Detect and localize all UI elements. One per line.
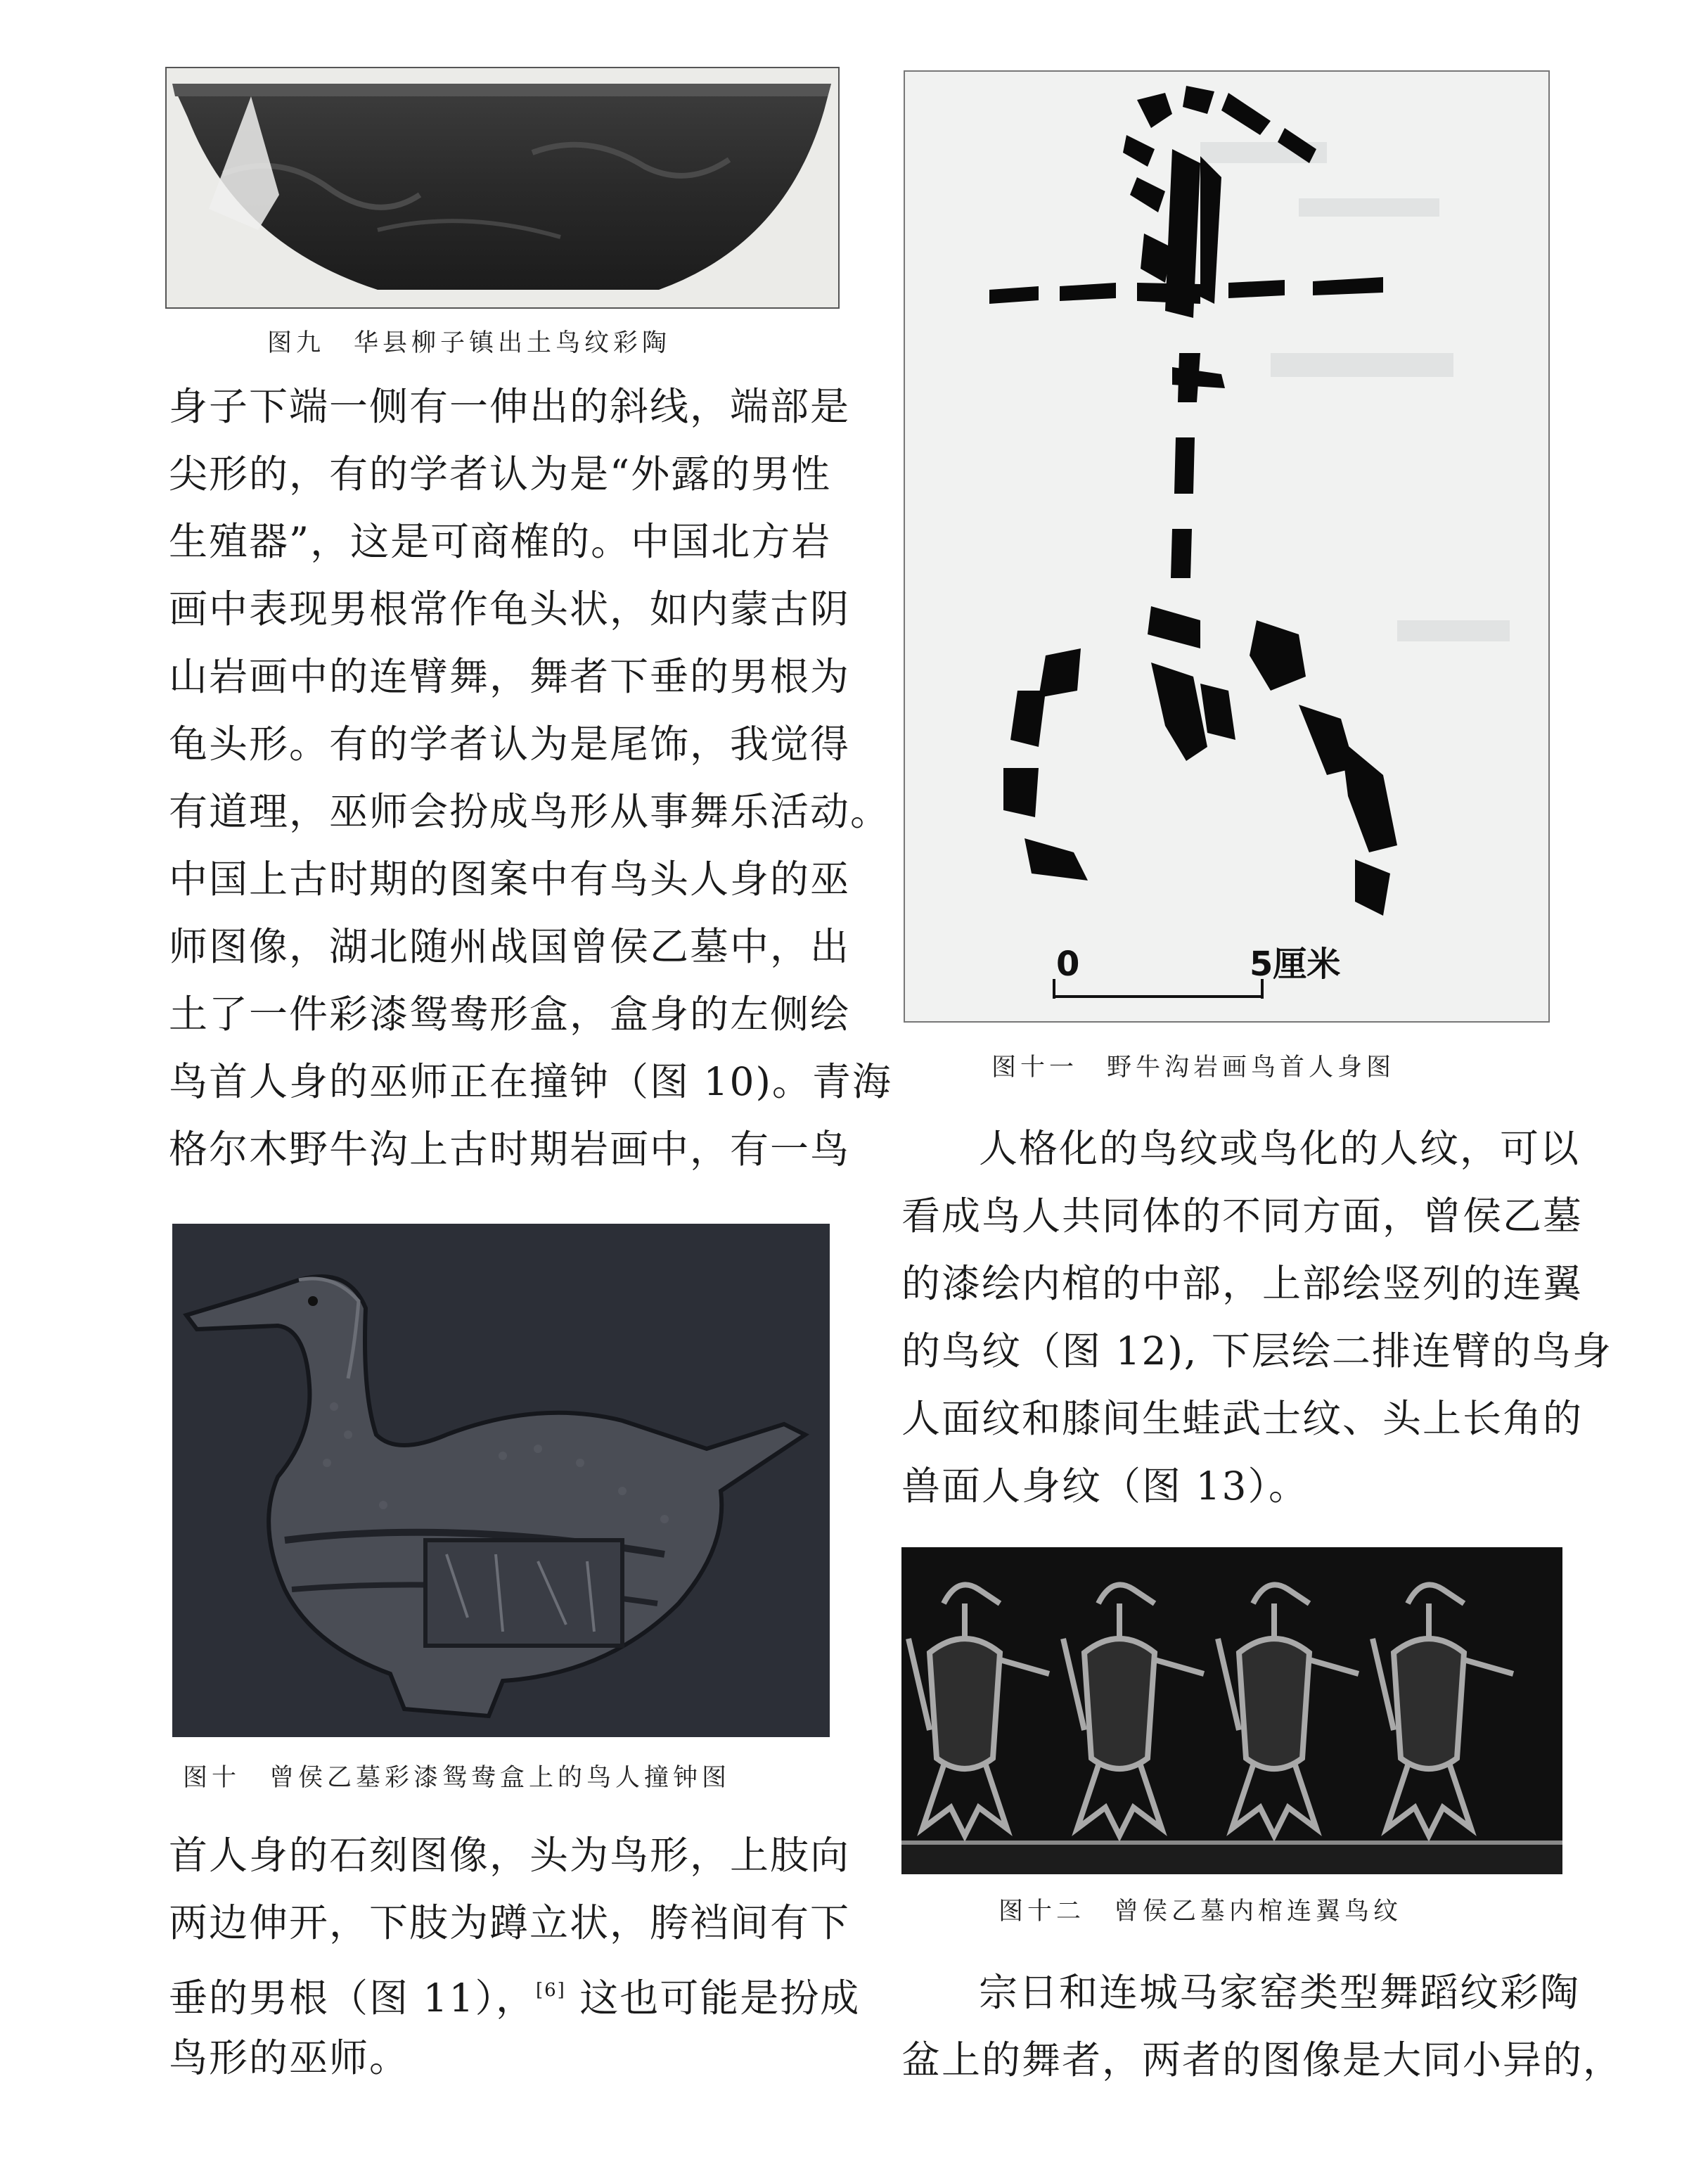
figure9-caption: 图九 华县柳子镇出土鸟纹彩陶 xyxy=(267,329,672,357)
text-line: 兽面人身纹（图 13）。 xyxy=(901,1464,1309,1509)
text-line: 的鸟纹（图 12), 下层绘二排连臂的鸟身 xyxy=(901,1329,1612,1374)
text-line: 格尔木野牛沟上古时期岩画中，有一鸟 xyxy=(169,1127,851,1172)
text-line: 两边伸开，下肢为蹲立状，胯裆间有下 xyxy=(169,1900,851,1945)
text-line: 尖形的，有的学者认为是“外露的男性 xyxy=(169,452,832,497)
text-line: 有道理，巫师会扮成鸟形从事舞乐活动。 xyxy=(169,789,891,834)
text-line: 鸟首人身的巫师正在撞钟（图 10)。青海 xyxy=(169,1059,892,1104)
figure10-caption: 图十 曾侯乙墓彩漆鸳鸯盒上的鸟人撞钟图 xyxy=(183,1764,731,1792)
text-line: 看成鸟人共同体的不同方面，曾侯乙墓 xyxy=(901,1193,1584,1238)
bird-pattern-image xyxy=(901,1547,1562,1874)
scale-five-label: 5厘米 xyxy=(1250,945,1341,984)
text-line: 山岩画中的连臂舞，舞者下垂的男根为 xyxy=(169,654,851,699)
figure12-caption: 图十二 曾侯乙墓内棺连翼鸟纹 xyxy=(999,1897,1403,1926)
text-line: 画中表现男根常作龟头状，如内蒙古阴 xyxy=(169,587,851,632)
left-column-text-2 xyxy=(169,1822,860,2092)
duck-lacquer-box-image xyxy=(172,1224,830,1737)
figure12-photo xyxy=(901,1547,1562,1874)
left-column-text-1 xyxy=(169,373,892,1183)
right-column-text-2 xyxy=(901,1959,1623,2094)
text-line: 土了一件彩漆鸳鸯形盒，盒身的左侧绘 xyxy=(169,992,851,1037)
figure10-photo xyxy=(172,1224,830,1737)
text-line: 鸟形的巫师。 xyxy=(169,2035,410,2080)
figure11-photo xyxy=(904,70,1550,1023)
text-line: 首人身的石刻图像，头为鸟形，上肢向 xyxy=(169,1833,851,1878)
text-line: 盆上的舞者，两者的图像是大同小异的， xyxy=(901,2037,1624,2082)
text-line: 身子下端一侧有一伸出的斜线，端部是 xyxy=(169,384,851,429)
figure11-caption: 图十一 野牛沟岩画鸟首人身图 xyxy=(991,1054,1396,1082)
rock-art-image xyxy=(905,72,1548,1021)
pottery-bowl-image xyxy=(167,68,838,307)
text-segment: 这也可能是扮成 xyxy=(565,1976,861,2021)
text-line: 龟头形。有的学者认为是尾饰，我觉得 xyxy=(169,722,851,767)
text-line: 人面纹和膝间生蛙武士纹、头上长角的 xyxy=(901,1396,1584,1441)
text-line: 中国上古时期的图案中有鸟头人身的巫 xyxy=(169,857,851,902)
figure9-photo xyxy=(165,67,840,309)
text-line: 的漆绘内棺的中部，上部绘竖列的连翼 xyxy=(901,1261,1584,1306)
text-line: 宗日和连城马家窑类型舞蹈纹彩陶 xyxy=(979,1970,1581,2015)
scale-zero-label: 0 xyxy=(1056,945,1080,984)
text-segment: 垂的男根（图 11）， xyxy=(169,1976,536,2021)
text-line: 师图像，湖北随州战国曾侯乙墓中，出 xyxy=(169,924,851,969)
text-line-with-citation xyxy=(169,1957,860,2024)
text-line: 人格化的鸟纹或鸟化的人纹，可以 xyxy=(979,1126,1581,1171)
text-line: 生殖器”，这是可商榷的。中国北方岩 xyxy=(169,519,832,564)
right-column-text-1 xyxy=(901,1115,1612,1520)
citation-ref: [6] xyxy=(535,1980,566,2001)
